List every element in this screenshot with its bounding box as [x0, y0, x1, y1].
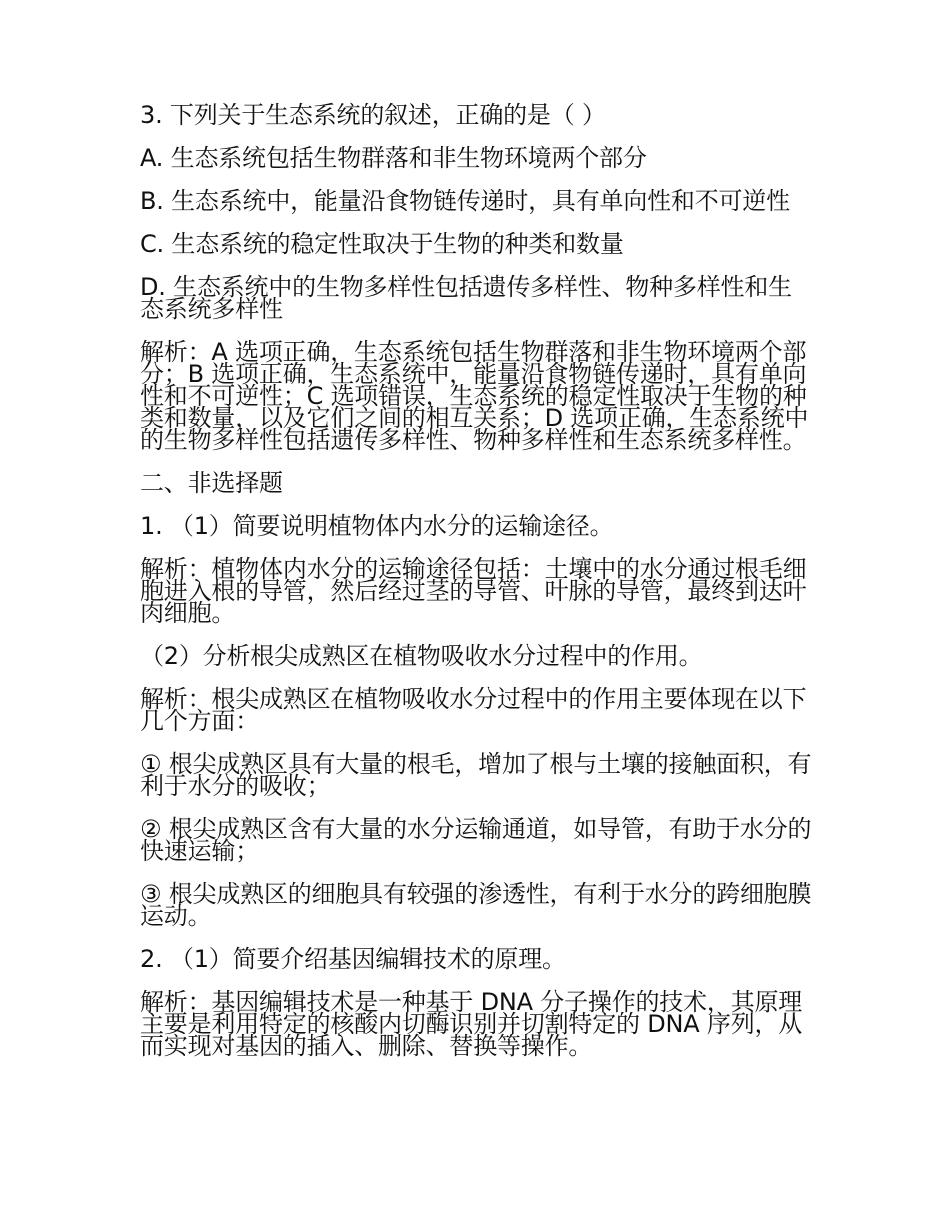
question-2-part-1: 2. （1）简要介绍基因编辑技术的原理。: [140, 945, 566, 973]
question-1-part-2: （2）分析根尖成熟区在植物吸收水分过程中的作用。: [140, 642, 703, 670]
option-d: D. 生态系统中的生物多样性包括遗传多样性、物种多样性和生态系统多样性: [140, 273, 792, 323]
analysis-point-3: ③ 根尖成熟区的细胞具有较强的渗透性，有利于水分的跨细胞膜运动。: [140, 880, 812, 930]
question-3-analysis: 解析：A 选项正确，生态系统包括生物群落和非生物环境两个部分；B 选项正确，生态系统中，能量沿食物链传递时，具有单向性和不可逆性；C 选项错误，生态系统的稳定性取决于生物的种类和数量，以及它们之间的相互关系；D 选项正确，生态系统中的生物多样性包括遗传多样性、物种多样性和生态系统多样性。: [140, 338, 809, 454]
section-heading-non-choice: 二、非选择题: [140, 469, 283, 497]
question-1-part-2-analysis: 解析：根尖成熟区在植物吸收水分过程中的作用主要体现在以下几个方面：: [140, 685, 807, 735]
question-3-stem: 3. 下列关于生态系统的叙述，正确的是（ ）: [140, 101, 606, 129]
question-1-part-1: 1. （1）简要说明植物体内水分的运输途径。: [140, 512, 614, 540]
option-a: A. 生态系统包括生物群落和非生物环境两个部分: [140, 144, 647, 172]
analysis-point-2: ② 根尖成熟区含有大量的水分运输通道，如导管，有助于水分的快速运输；: [140, 815, 812, 865]
analysis-point-1: ① 根尖成熟区具有大量的根毛，增加了根与土壤的接触面积，有利于水分的吸收；: [140, 750, 812, 800]
document-page: [140, 101, 815, 1078]
question-2-part-1-analysis: 解析：基因编辑技术是一种基于 DNA 分子操作的技术，其原理主要是利用特定的核酸内切酶识别并切割特定的 DNA 序列，从而实现对基因的插入、删除、替换等操作。: [140, 988, 803, 1060]
option-c: C. 生态系统的稳定性取决于生物的种类和数量: [140, 230, 624, 258]
option-b: B. 生态系统中，能量沿食物链传递时，具有单向性和不可逆性: [140, 187, 790, 215]
question-1-part-1-analysis: 解析：植物体内水分的运输途径包括：土壤中的水分通过根毛细胞进入根的导管，然后经过茎的导管、叶脉的导管，最终到达叶肉细胞。: [140, 555, 807, 627]
